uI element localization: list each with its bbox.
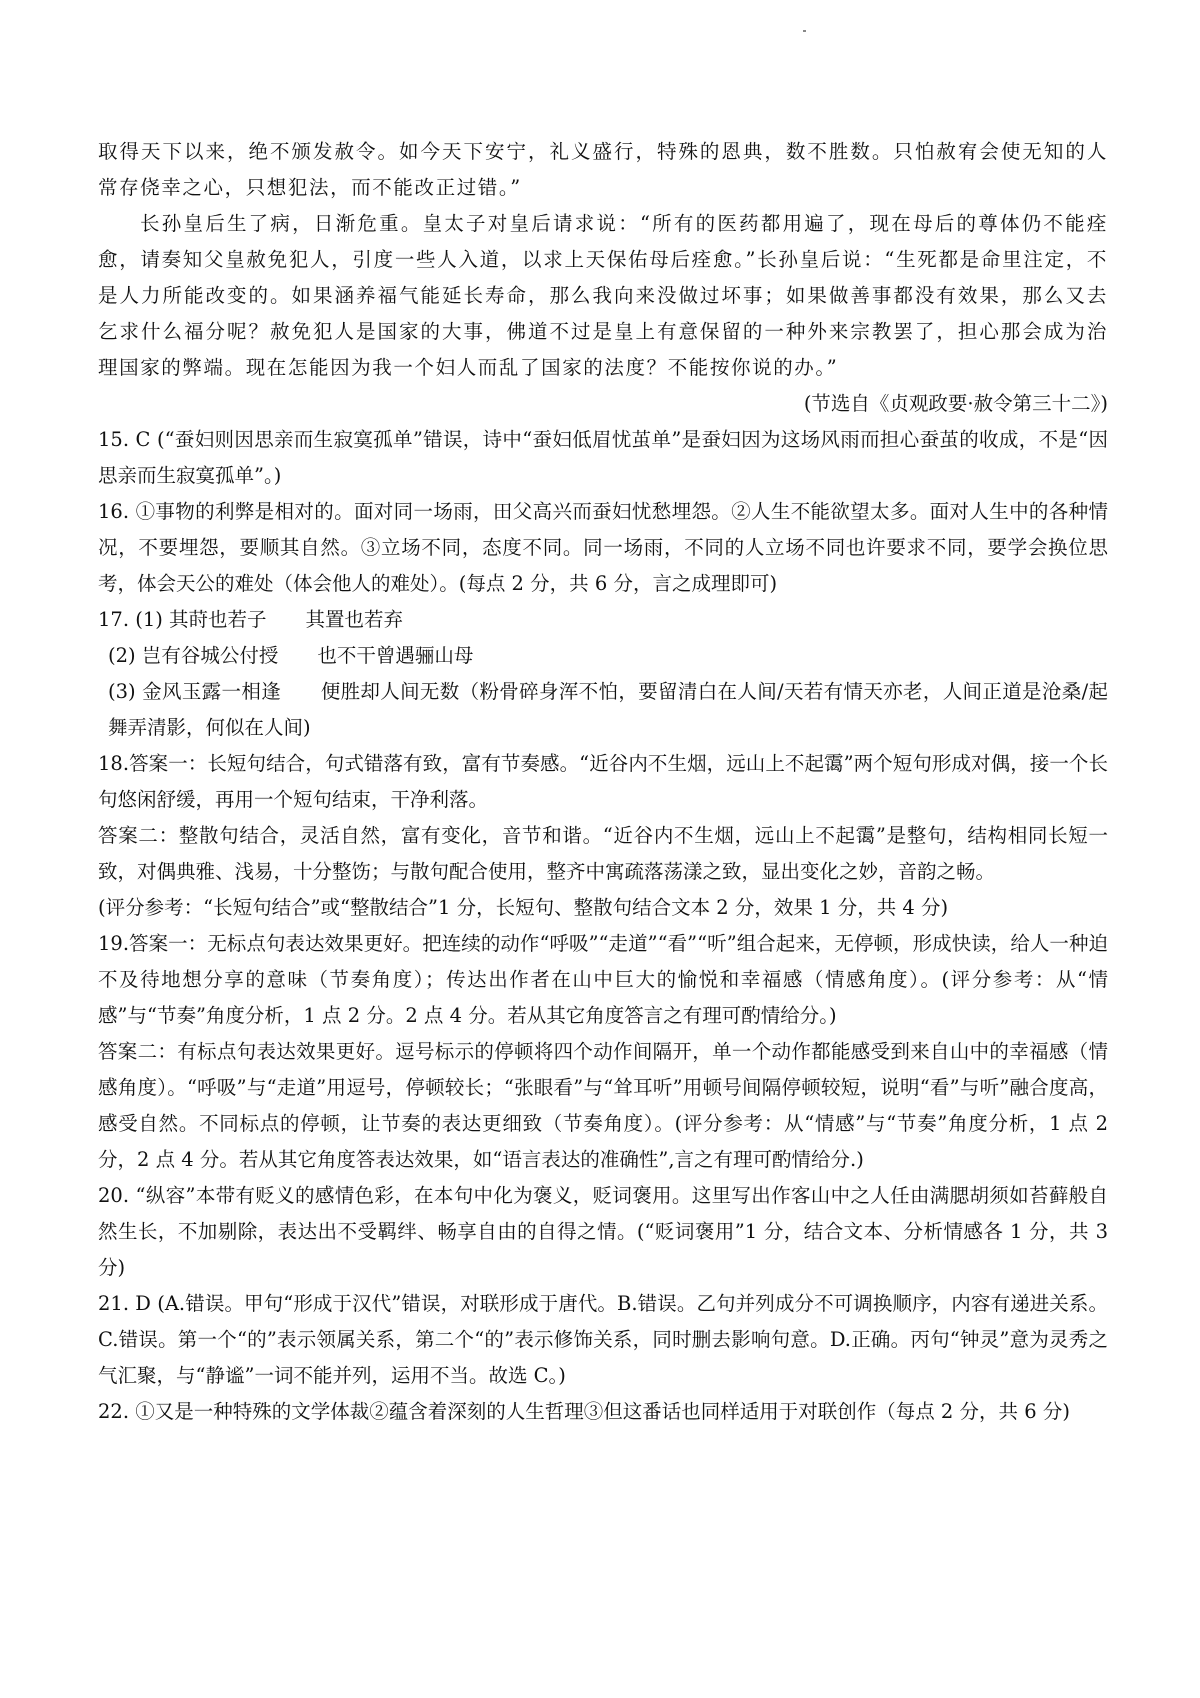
answer-19-option-2: 答案二：有标点句表达效果更好。逗号标示的停顿将四个动作间隔开，单一个动作都能感受到来自山中的幸福感（情感角度）。“呼吸”与“走道”用逗号，停顿较长；“张眼看”与“耸耳听”用顿号间隔停顿较短，说明“看”与听”融合度高，感受自然。不同标点的停顿，让节奏的表达更细致（节奏角度）。(评分参考：从“情感”与“节奏”角度分析，1 点 2 分，2 点 4 分。若从其它角度答表达效果，如“语言表达的准确性”,言之有理可酌情给分.): [98, 1040, 1108, 1171]
answer-17-part-3: (3) 金风玉露一相逢 便胜却人间无数（粉骨碎身浑不怕，要留清白在人间/天若有情天亦老，人间正道是沧桑/起舞弄清影，何似在人间): [108, 680, 1108, 739]
answer-16: 16. ①事物的利弊是相对的。面对同一场雨，田父高兴而蚕妇忧愁埋怨。②人生不能欲望太多。面对人生中的各种情况，不要埋怨，要顺其自然。③立场不同，态度不同。同一场雨，不同的人立场不同也许要求不同，要学会换位思考，体会天公的难处（体会他人的难处）。(每点 2 分，共 6 分，言之成理即可): [98, 500, 1108, 595]
answer-18-option-1: 18.答案一：长短句结合，句式错落有致，富有节奏感。“近谷内不生烟，远山上不起霭”两个短句形成对偶，接一个长句悠闲舒缓，再用一个短句结束，干净利落。: [98, 752, 1108, 811]
passage-paragraph-2: 长孙皇后生了病，日渐危重。皇太子对皇后请求说：“所有的医药都用遍了，现在母后的尊体仍不能痊愈，请奏知父皇赦免犯人，引度一些人入道，以求上天保佑母后痊愈。”长孙皇后说：“生死都是命里注定，不是人力所能改变的。如果涵养福气能延长寿命，那么我向来没做过坏事；如果做善事都没有效果，那么又去乞求什么福分呢？赦免犯人是国家的大事，佛道不过是皇上有意保留的一种外来宗教罢了，担心那会成为治理国家的弊端。现在怎能因为我一个妇人而乱了国家的法度？不能按你说的办。”: [98, 212, 1108, 379]
passage-paragraph-1: 取得天下以来，绝不颁发赦令。如今天下安宁，礼义盛行，特殊的恩典，数不胜数。只怕赦宥会使无知的人常存侥幸之心，只想犯法，而不能改正过错。”: [98, 140, 1108, 199]
passage-source: (节选自《贞观政要·赦令第三十二》): [803, 392, 1108, 415]
answer-18-option-2: 答案二：整散句结合，灵活自然，富有变化，音节和谐。“近谷内不生烟，远山上不起霭”是整句，结构相同长短一致，对偶典雅、浅易，十分整饬；与散句配合使用，整齐中寓疏落荡漾之致，显出变化之妙，音韵之畅。: [98, 824, 1108, 883]
answer-20: 20. “纵容”本带有贬义的感情色彩，在本句中化为褒义，贬词褒用。这里写出作客山中之人任由满腮胡须如苔藓般自然生长，不加剔除，表达出不受羁绊、畅享自由的自得之情。(“贬词褒用”1 分，结合文本、分析情感各 1 分，共 3 分): [98, 1184, 1108, 1279]
answer-18-scoring: (评分参考：“长短句结合”或“整散结合”1 分，长短句、整散句结合文本 2 分，效果 1 分，共 4 分): [98, 896, 949, 919]
answer-19-option-1: 19.答案一：无标点句表达效果更好。把连续的动作“呼吸”“走道”“看”“听”组合起来，无停顿，形成快读，给人一种迫不及待地想分享的意味（节奏角度）；传达出作者在山中巨大的愉悦和幸福感（情感角度）。(评分参考：从“情感”与“节奏”角度分析，1 点 2 分。2 点 4 分。若从其它角度答言之有理可酌情给分。): [98, 932, 1108, 1027]
page-content: [98, 134, 1108, 1430]
answer-17-part-2: (2) 岂有谷城公付授 也不干曾遇骊山母: [108, 644, 474, 667]
answer-17-part-1: 17. (1) 其莳也若子 其置也若弃: [98, 608, 404, 631]
answer-21: 21. D (A.错误。甲句“形成于汉代”错误，对联形成于唐代。B.错误。乙句并列成分不可调换顺序，内容有递进关系。C.错误。第一个“的”表示领属关系，第二个“的”表示修饰关系，同时删去影响句意。D.正确。丙句“钟灵”意为灵秀之气汇聚，与“静谧”一词不能并列，运用不当。故选 C。): [98, 1292, 1108, 1387]
scan-dot: [803, 30, 806, 32]
answer-22: 22. ①又是一种特殊的文学体裁②蕴含着深刻的人生哲理③但这番话也同样适用于对联创作（每点 2 分，共 6 分): [98, 1400, 1070, 1423]
answer-15: 15. C (“蚕妇则因思亲而生寂寞孤单”错误，诗中“蚕妇低眉忧茧单”是蚕妇因为这场风雨而担心蚕茧的收成，不是“因思亲而生寂寞孤单”。): [98, 428, 1108, 487]
